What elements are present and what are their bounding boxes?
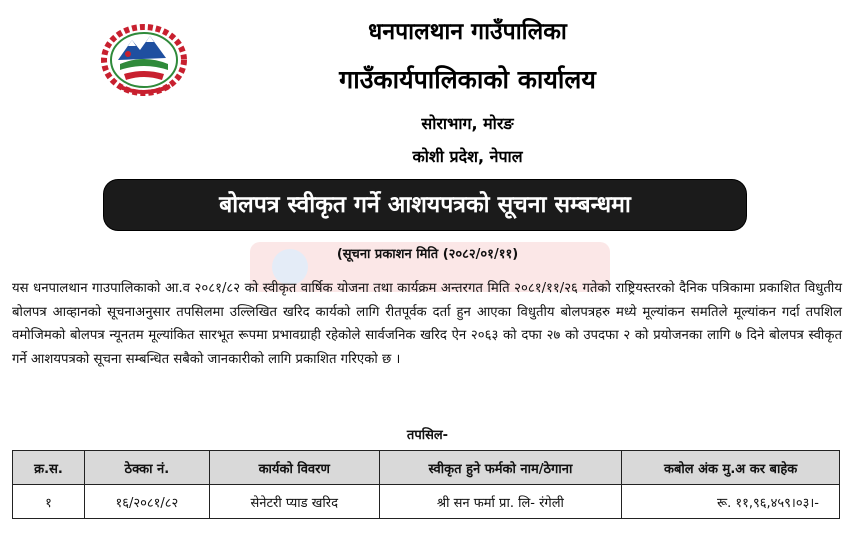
col-bid-amount: कबोल अंक मु.अ कर बाहेक <box>622 451 840 485</box>
province: कोशी प्रदेश, नेपाल <box>412 147 523 166</box>
org-name: धनपालथान गाउँपालिका <box>368 19 567 45</box>
cell-firm-name: श्री सन फर्मा प्रा. लि- रंगेली <box>379 485 622 519</box>
cell-work-description: सेनेटरी प्याड खरिद <box>209 485 379 519</box>
cell-serial: १ <box>13 485 85 519</box>
location: सोराभाग, मोरङ <box>421 114 514 133</box>
schedule-label: तपसिल- <box>406 428 449 443</box>
award-table <box>12 450 840 519</box>
col-firm-name: स्वीकृत हुने फर्मको नाम/ठेगाना <box>379 451 622 485</box>
col-serial: क्र.स. <box>13 451 85 485</box>
cell-contract-no: १६/२०८१/८२ <box>84 485 209 519</box>
table-header-row <box>13 451 840 485</box>
publish-date: (सूचना प्रकाशन मिति (२०८२/०१/११) <box>336 247 519 262</box>
col-contract-no: ठेक्का नं. <box>84 451 209 485</box>
col-work-description: कार्यको विवरण <box>209 451 379 485</box>
notice-title-banner: बोलपत्र स्वीकृत गर्ने आशयपत्रको सूचना सम्बन्धमा <box>104 180 746 230</box>
table-row <box>13 485 840 519</box>
notice-body: यस धनपालथान गाउपालिकाको आ.व २०८१/८२ को स्वीकृत वार्षिक योजना तथा कार्यक्रम अन्तरगत मिति २०८१/११/२६ गतेको राष्ट्रियस्तरको दैनिक पत्रिकामा प्रकाशित विधुतीय बोलपत्र आव्हानको सूचनाअनुसार तपसिलमा उल्लिखित खरिद कार्यको लागि रीतपूर्वक दर्ता हुन आएका विधुतीय बोलपत्रहरु मध्ये मूल्यांकन समतिले मूल्यांकन गर्दा तपशिल वमोजिमको बोलपत्र न्यूनतम मूल्यांकित सारभूत रूपमा प्रभावग्राही रहेकोले सार्वजनिक खरिद ऐन २०६३ को दफा २७ को उपदफा २ को प्रयोजनका लागि ७ दिने बोलपत्र स्वीकृत गर्ने आशयपत्रको सूचना सम्बन्धित सबैको जानकारीको लागि प्रकाशित गरिएको छ । <box>12 281 842 367</box>
cell-bid-amount: रू. ११,९६,४५९।०३।- <box>622 485 840 519</box>
office-name: गाउँकार्यपालिकाको कार्यालय <box>339 65 596 94</box>
